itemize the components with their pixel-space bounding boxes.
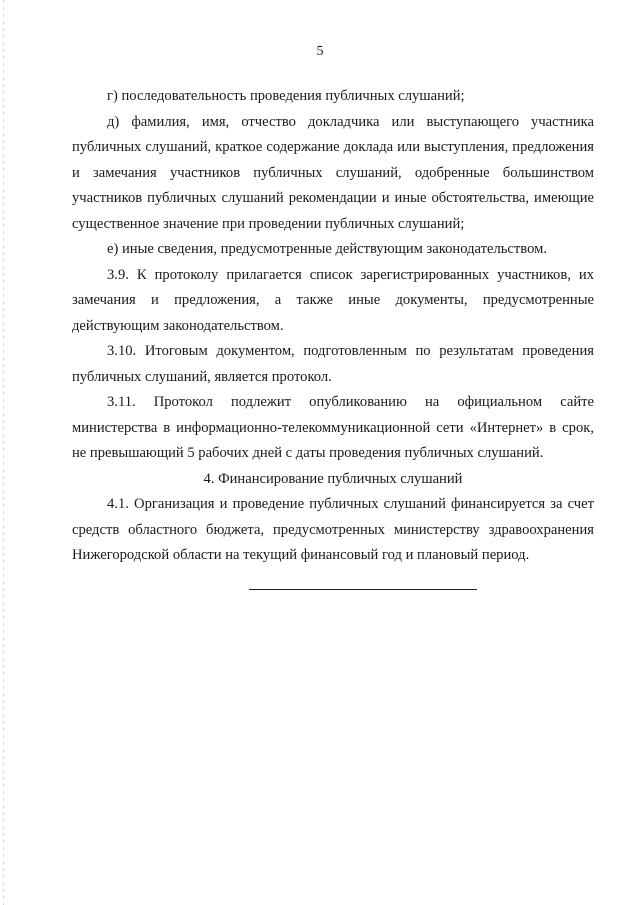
section-4-heading: 4. Финансирование публичных слушаний <box>203 470 463 487</box>
paragraph-item-g: г) последовательность проведения публичных слушаний; <box>107 88 465 104</box>
scan-edge-artifact <box>3 0 4 905</box>
document-body <box>72 84 594 590</box>
page-number: 5 <box>316 44 324 59</box>
closing-rule <box>249 589 477 590</box>
paragraph-item-d: д) фамилия, имя, отчество докладчика или выступающего участника публичных слушаний, краткое содержание доклада или выступления, предложения и замечания участников публичных слушаний, одобренные большинством участников публичных слушаний рекомендации и иные обстоятельства, имеющие существенное значение при проведении публичных слушаний; <box>72 113 594 232</box>
paragraph-3-10: 3.10. Итоговым документом, подготовленным по результатам проведения публичных слушаний, является протокол. <box>72 343 594 385</box>
paragraph-3-11: 3.11. Протокол подлежит опубликованию на официальном сайте министерства в информационно-телекоммуникационной сети «Интернет» в срок, не превышающий 5 рабочих дней с даты проведения публичных слушаний. <box>72 394 594 461</box>
paragraph-item-e: е) иные сведения, предусмотренные действующим законодательством. <box>107 241 547 257</box>
paragraph-3-9: 3.9. К протоколу прилагается список зарегистрированных участников, их замечания и предложения, а также иные документы, предусмотренные действующим законодательством. <box>72 266 594 334</box>
paragraph-4-1: 4.1. Организация и проведение публичных слушаний финансируется за счет средств областного бюджета, предусмотренных министерству здравоохранения Нижегородской области на текущий финансовый год и плановый период. <box>72 496 594 563</box>
